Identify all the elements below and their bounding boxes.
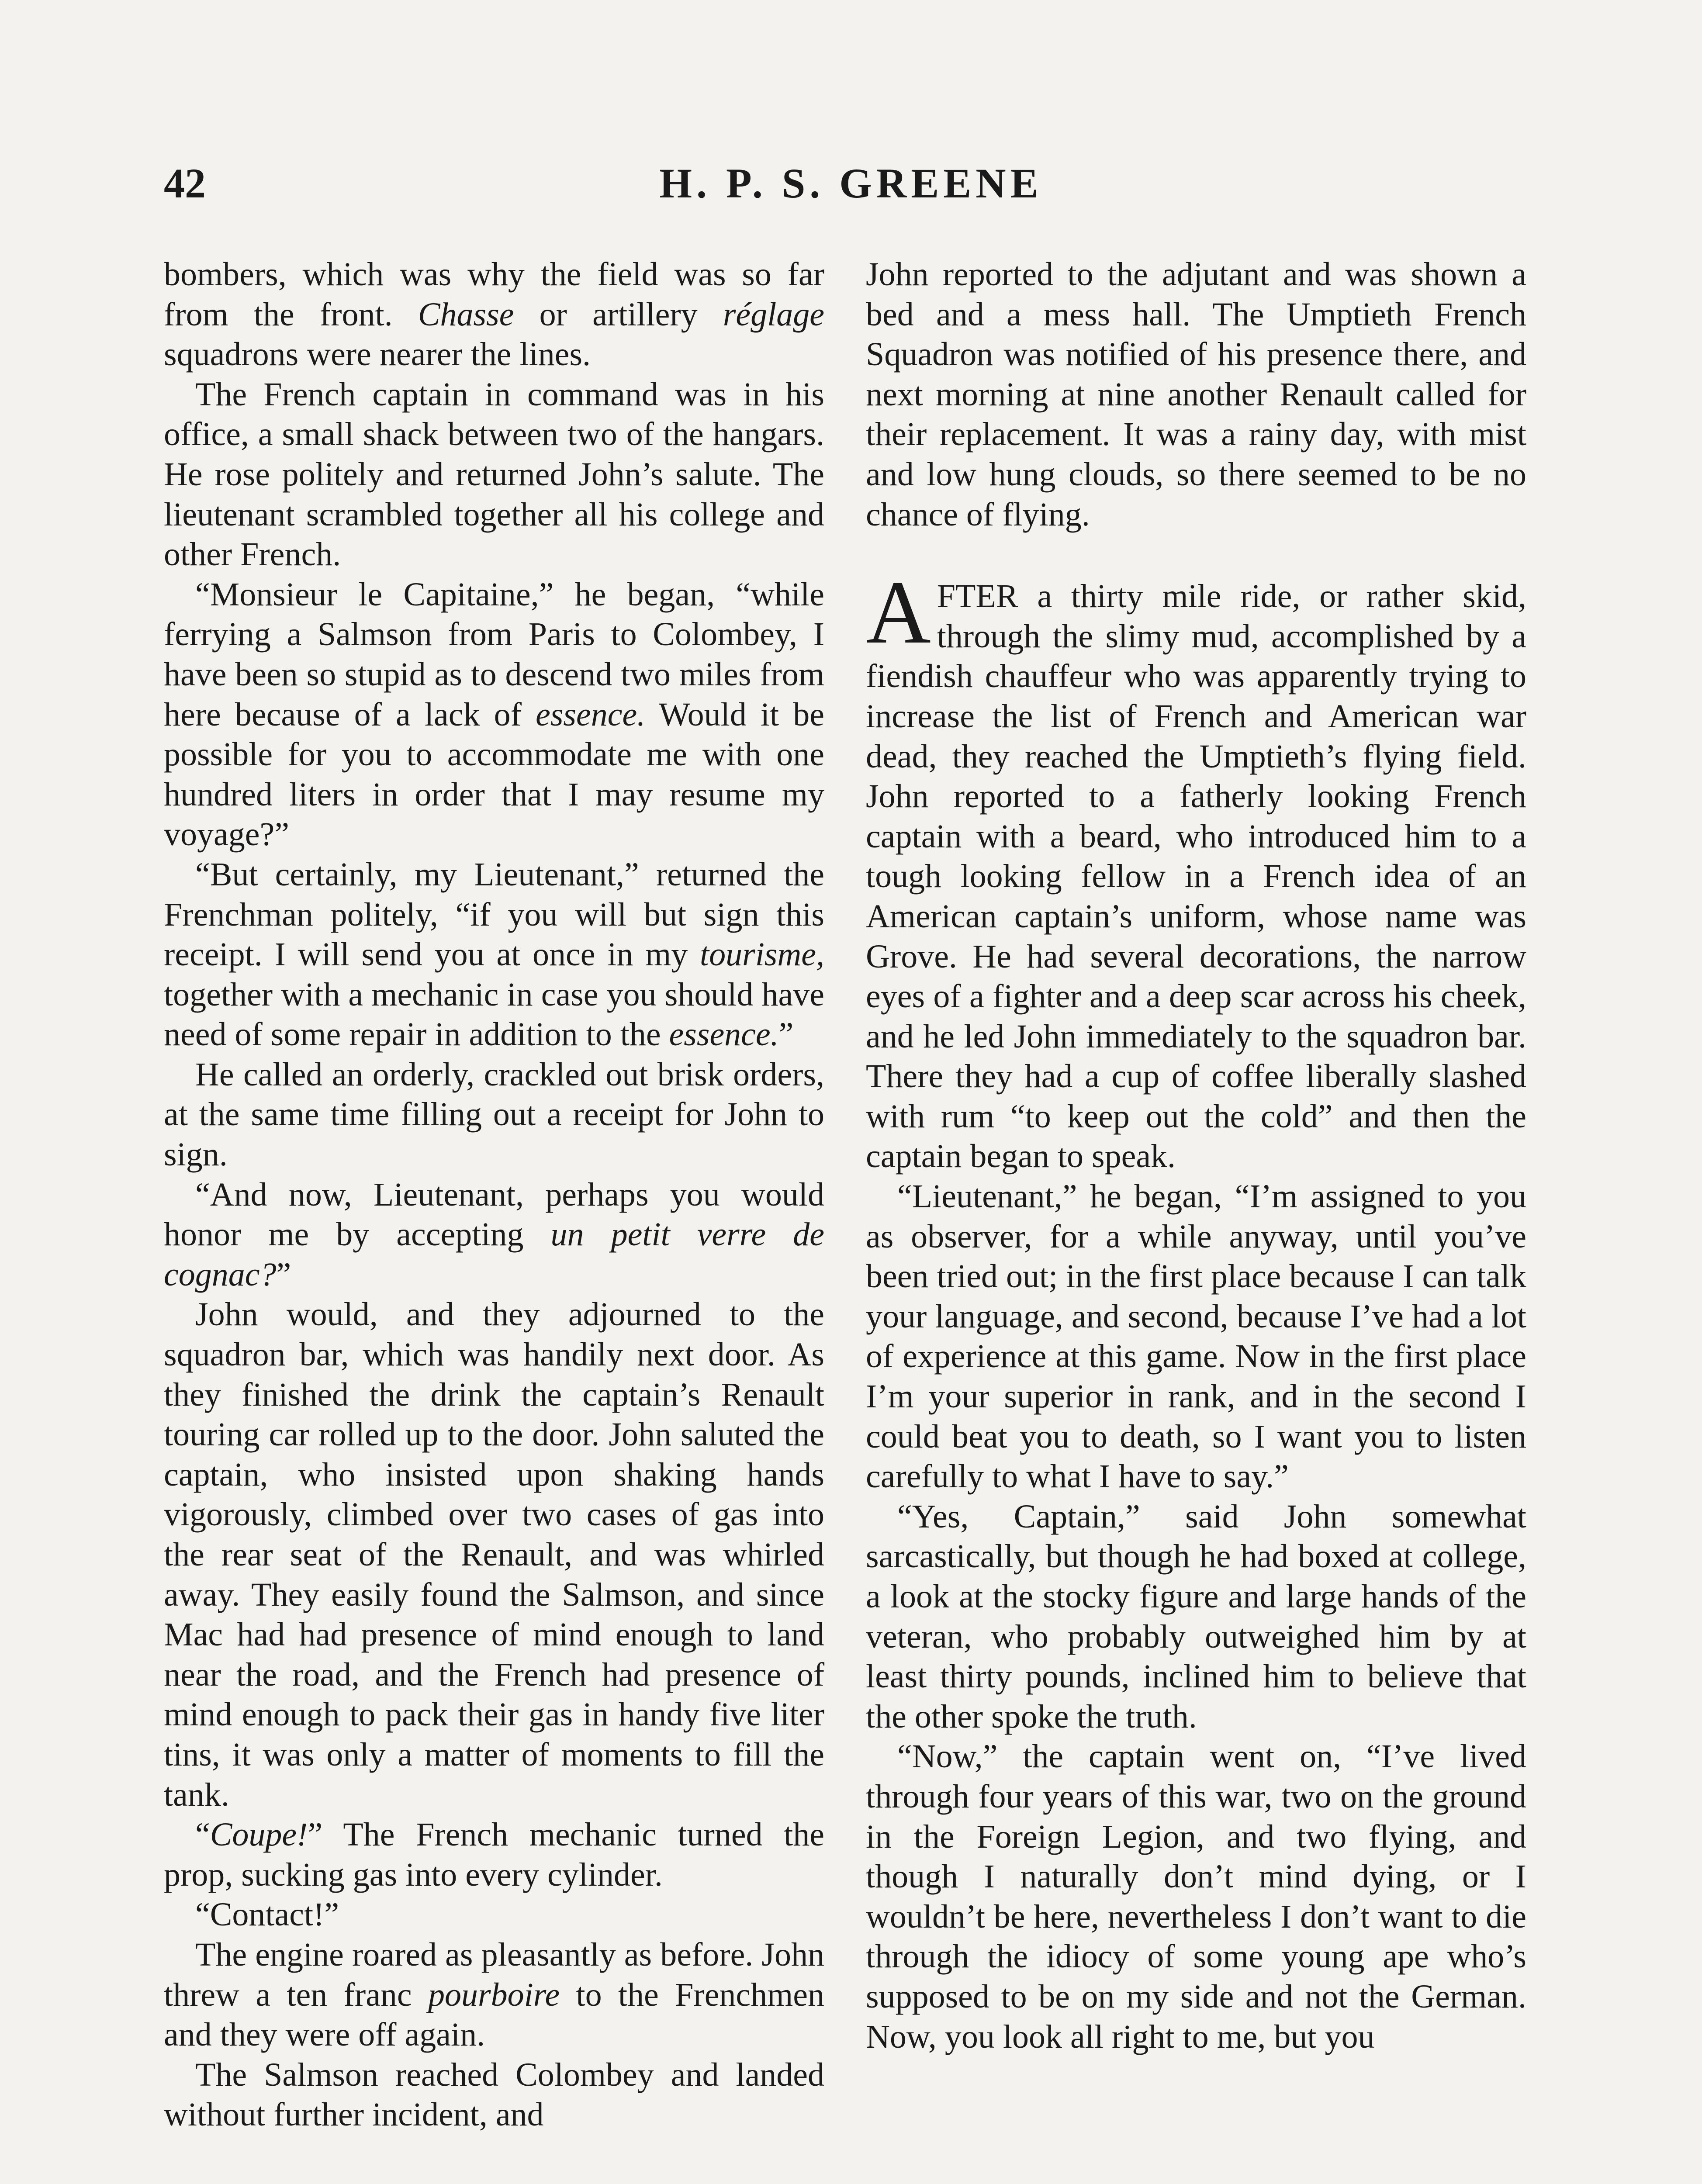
page-number: 42 xyxy=(164,160,206,207)
left-column xyxy=(164,255,824,2135)
paragraph: “Lieutenant,” he began, “I’m assigned to you as observer, for a while anyway, until you’ve been tried out; in the first place because I can talk your language, and second, because I’ve had a lot of experience at this game. Now in the first place I’m your superior in rank, and in the second I could beat you to death, so I want you to listen carefully to what I have to say.” xyxy=(866,1178,1526,1495)
drop-cap: A xyxy=(866,562,931,663)
paragraph: “Now,” the captain went on, “I’ve lived through four years of this war, two on the ground in the Foreign Legion, and two flying, and though I naturally don’t mind dying, or I wouldn’t be here, nevertheless I don’t want to die through the idiocy of some young ape who’s supposed to be on my side and not the German. Now, you look all right to me, but you xyxy=(866,1738,1526,2055)
right-column xyxy=(866,255,1526,2057)
running-head: H. P. S. GREENE xyxy=(659,160,1043,207)
paragraph: “But certainly, my Lieutenant,” returned the Frenchman politely, “if you will but sign this receipt. I will send you at once in my tourisme, together with a mechanic in case you should have need of some repair in addition to the essence.” xyxy=(164,856,824,1053)
paragraph: bombers, which was why the field was so far from the front. Chasse or artillery réglage squadrons were nearer the lines. xyxy=(164,256,824,373)
paragraph: “Monsieur le Capitaine,” he began, “while ferrying a Salmson from Paris to Colombey, I have been so stupid as to descend two miles from here because of a lack of essence. Would it be possible for you to accommodate me with one hundred liters in order that I may resume my voyage?” xyxy=(164,576,824,853)
paragraph: “Yes, Captain,” said John somewhat sarcastically, but though he had boxed at college, a look at the stocky figure and large hands of the veteran, who probably outweighed him by at least thirty pounds, inclined him to believe that the other spoke the truth. xyxy=(866,1498,1526,1735)
paragraph: John would, and they adjourned to the squadron bar, which was handily next door. As they finished the drink the captain’s Renault touring car rolled up to the door. John saluted the captain, who insisted upon shaking hands vigorously, climbed over two cases of gas into the rear seat of the Renault, and was whirled away. They easily found the Salmson, and since Mac had had presence of mind enough to land near the road, and the French had presence of mind enough to pack their gas in handy five liter tins, it was only a matter of moments to fill the tank. xyxy=(164,1296,824,1813)
small-caps-lead: FTER xyxy=(937,578,1018,615)
paragraph: He called an orderly, crackled out brisk orders, at the same time filling out a receipt for John to sign. xyxy=(164,1056,824,1173)
paragraph: John reported to the adjutant and was shown a bed and a mess hall. The Umptieth French Squadron was notified of his presence there, and next morning at nine another Renault called for their replacement. It was a rainy day, with mist and low hung clouds, so there seemed to be no chance of flying. xyxy=(866,256,1526,533)
paragraph: The Salmson reached Colombey and landed without further incident, and xyxy=(164,2056,824,2133)
paragraph: “Contact!” xyxy=(195,1896,339,1933)
section-start-paragraph: AFTER a thirty mile ride, or rather skid, through the slimy mud, accomplished by a fiendish chauffeur who was apparently trying to increase the list of French and American war dead, they reached the Umptieth’s flying field. John reported to a fatherly looking French captain with a beard, who introduced him to a tough looking fellow in a French idea of an American captain’s uniform, whose name was Grove. He had several decorations, the narrow eyes of a fighter and a deep scar across his cheek, and he led John immediately to the squadron bar. There they had a cup of coffee liberally slashed with rum “to keep out the cold” and then the captain began to speak. xyxy=(866,562,1526,1175)
paragraph: The engine roared as pleasantly as before. John threw a ten franc pourboire to the Frenchmen and they were off again. xyxy=(164,1936,825,2053)
paragraph: The French captain in command was in his office, a small shack between two of the hangars. He rose politely and returned John’s salute. The lieutenant scrambled together all his college and other French. xyxy=(164,376,824,573)
paragraph: “And now, Lieutenant, perhaps you would honor me by accepting un petit verre de cognac?” xyxy=(164,1176,824,1293)
paragraph: “Coupe!” The French mechanic turned the prop, sucking gas into every cylinder. xyxy=(164,1816,824,1893)
